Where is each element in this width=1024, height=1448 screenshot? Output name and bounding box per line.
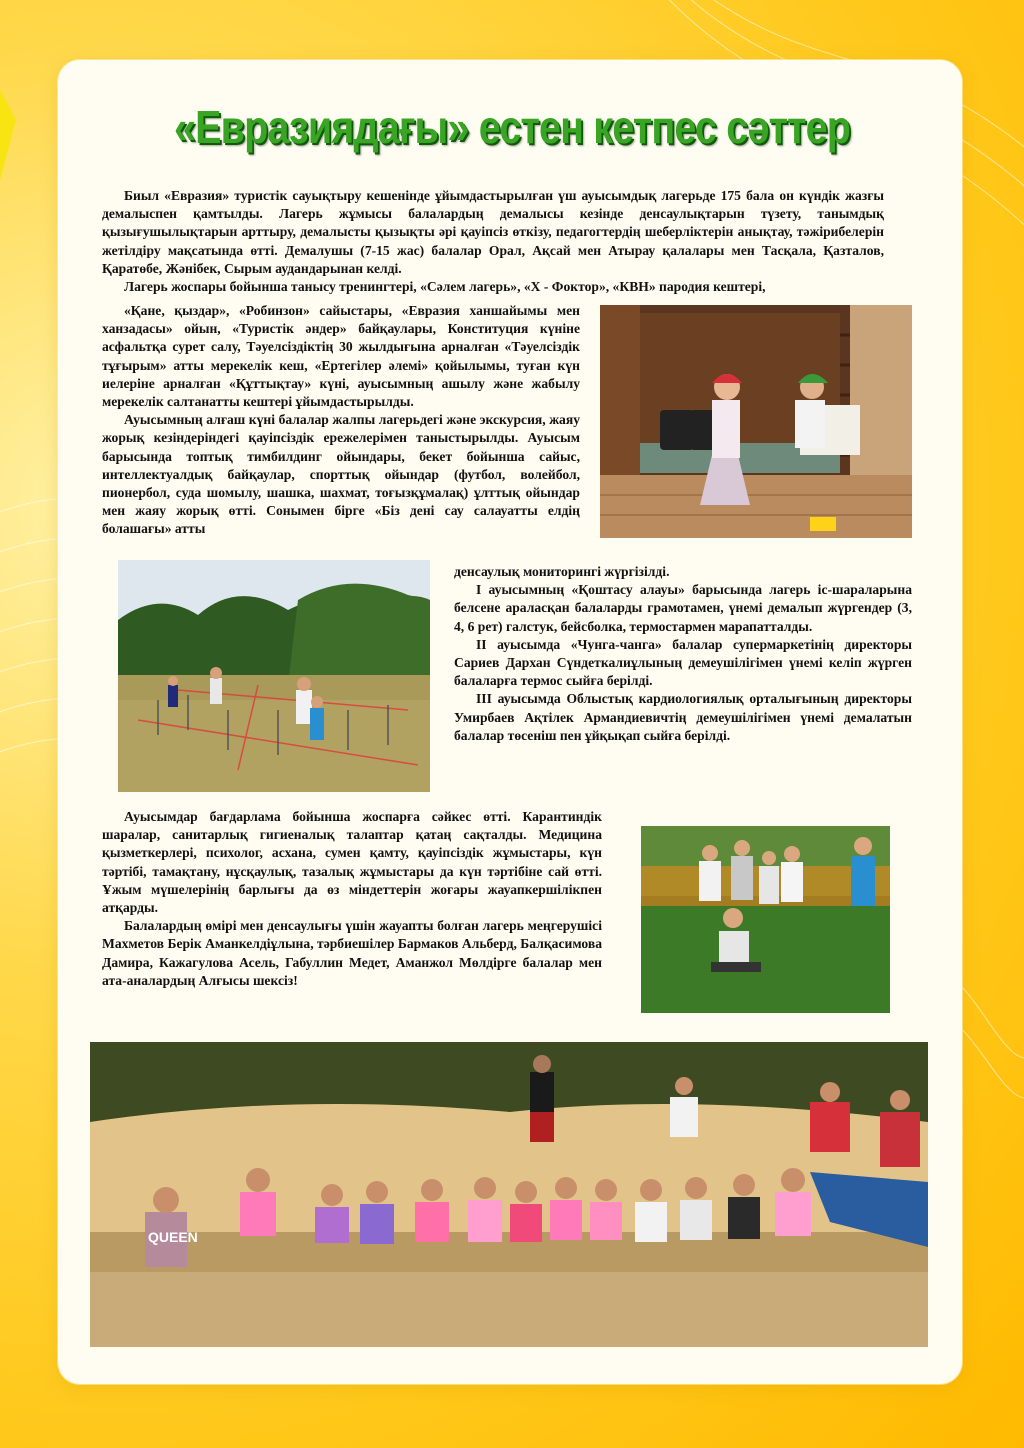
- photo-field-game: [118, 560, 430, 792]
- photo-beach-group: [90, 1042, 928, 1347]
- page-title: «Евразиядағы» естен кетпес сәттер: [173, 101, 851, 153]
- shift2-text: II ауысымда «Чунга-чанга» балалар супермаркетінің директоры Сариев Дархан Сүндеткалиұлының демеушілігімен үнемі келіп жүрген балаларға термос сыйға берілді.: [454, 636, 912, 689]
- shirt-print: QUEEN: [148, 1229, 198, 1245]
- plan-continuation: «Қане, қыздар», «Робинзон» сайыстары, «Евразия ханшайымы мен ханзадасы» ойын, «Туристік әндер» байқаулары, Конституция күніне асфальтқа сурет салу, Тәуелсіздіктің 30 жылдығына арналған «Тәуелсіздік тұғырым» атты мерекелік кеш, «Ертегілер әлемі» қойылымы, туған күн иелеріне арналған «Құттықтау» күні, ауысымның ашылу және жабылу мерекелік салтанатты кештері ұйымдастырылды.: [102, 303, 580, 410]
- intro-paragraph: [102, 187, 884, 296]
- photo-boys-on-grass: [641, 826, 890, 1013]
- first-day-text: Ауысымның алғаш күні балалар жалпы лагерьдегі және экскурсия, жаяу жорық кезіндеріндегі қауіпсіздік ережелерімен таныстырылды. Ауысым барысында топтық тимбилдинг ойындары, бекет бойынша сайыс, интеллектуалдық байқаулар, спорттық ойындар (футбол, волейбол, пионербол, суда шомылу, шашка, шахмат, тоғызқұмалақ) ұлттық ойындар мен жаяу жорық өтті. Сонымен бірге «Біз дені сау салауатты елдің болашағы» атты: [102, 412, 580, 537]
- program-text: Ауысымдар бағдарлама бойынша жоспарға сәйкес өтті. Карантиндік шаралар, санитарлық гигиеналық талаптар қатаң сақталды. Медицина қызметкерлері, психолог, асхана, сумен қамту, қауіпсіздік жұмыстары, күн тәртібі, тамақтану, нұсқаулық, тазалық жұмыстары да күн тәртібіне сай өтті. Ұжым мүшелерінің барлығы да өз міндеттерін жоғары жауапкершілікпен атқарды.: [102, 809, 602, 916]
- closing-column: [102, 808, 602, 990]
- activities-column: [102, 302, 580, 539]
- plan-line: Лагерь жоспары бойынша танысу тренингтері, «Сәлем лагерь», «Х - Фоктор», «КВН» пародия кештері,: [124, 279, 766, 295]
- awards-column: [454, 563, 912, 745]
- shift1-text: I ауысымның «Қоштасу алауы» барысында лагерь іс-шараларына белсене араласқан балаларды грамотамен, үнемі демалып жүргендер (3, 4, 6 рет) галстук, бейсболка, термостармен марапатталды.: [454, 582, 912, 634]
- shift3-text: III ауысымда Облыстық кардиологиялық орталығының директоры Умирбаев Ақтілек Армандиевичтің демеушілігімен үнемі демалатын балалар төсеніш пен ұйқықап сыйға берілді.: [454, 691, 912, 743]
- intro-text: Биыл «Евразия» туристік сауықтыру кешенінде ұйымдастырылған үш ауысымдық лагерьде 175 бала он күндік жазғы демалыспен қамтылды. Лагерь жұмысы балалардың демалысы кезінде денсаулықтарын түзету, танымдық қызығушылықтарын арттыру, демалысты қызықты әрі қауіпсіз өткізу, педагогтердің шеберліктерін анықтау, тәжірибелерін жетілдіру мақсатында өтті. Демалушы (7-15 жас) балалар Орал, Ақсай мен Атырау қалалары мен Тасқала, Қазталов, Қаратөбе, Жәнібек, Сырым аудандарынан келді.: [102, 188, 884, 276]
- monitoring-text: денсаулық мониторингі жүргізілді.: [454, 564, 670, 579]
- photo-cabin-girls: [600, 305, 912, 538]
- thanks-text: Балалардың өмірі мен денсаулығы үшін жауапты болған лагерь меңгерушісі Махметов Берік Аманкелдіұлына, тәрбиешілер Бармаков Альберд, Балқасимова Дамира, Кажагулова Асель, Габуллин Медет, Аманжол Мөлдірге балалар мен ата-аналардың Алғысы шексіз!: [102, 918, 602, 988]
